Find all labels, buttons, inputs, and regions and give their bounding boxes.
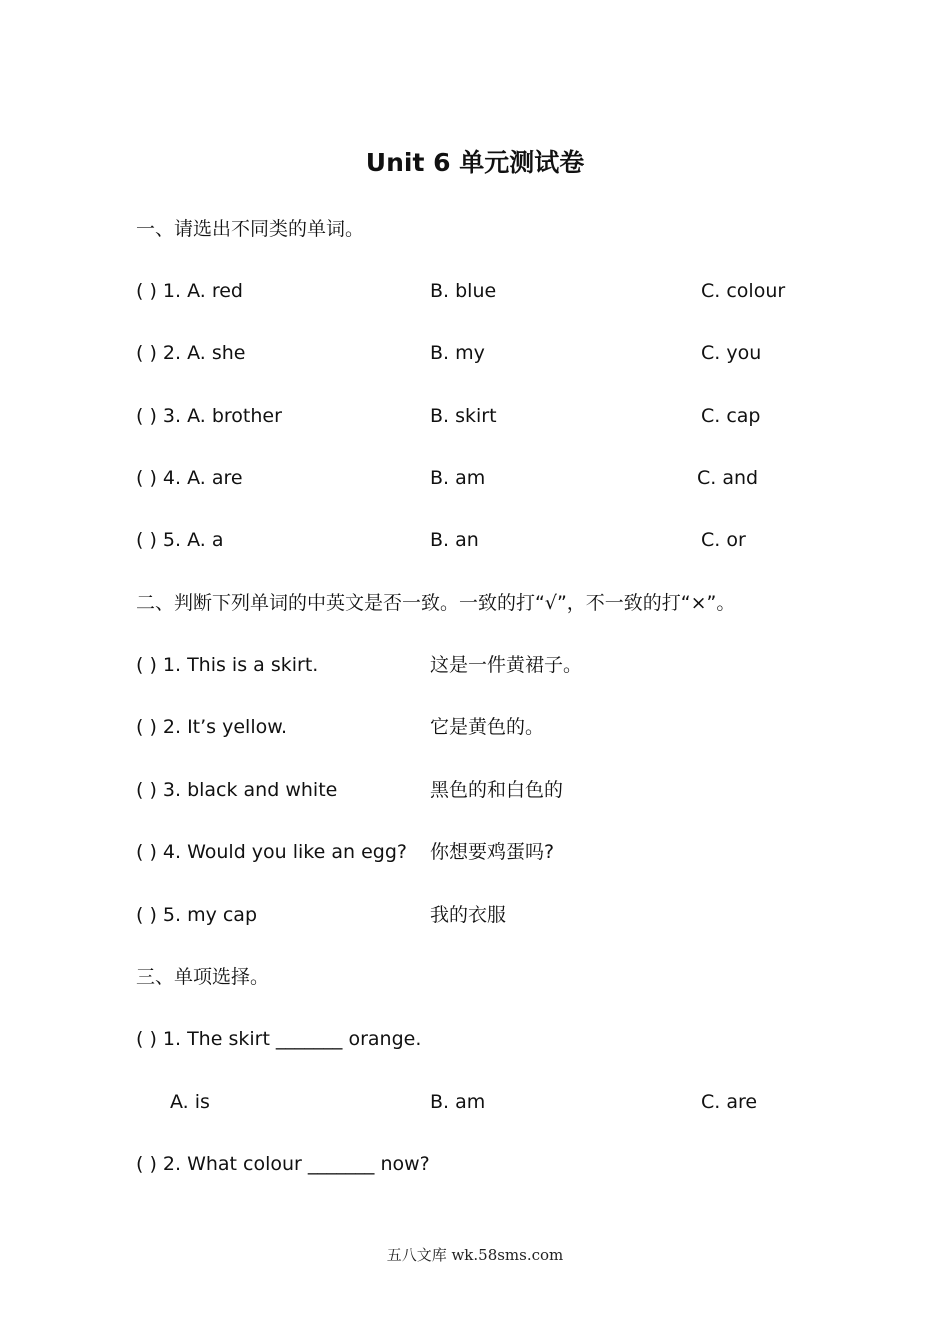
s2-q1-english: ( ) 1. This is a skirt.: [136, 654, 319, 676]
s2-q5-chinese: 我的衣服: [430, 904, 507, 926]
section3-heading: 三、单项选择。: [136, 966, 270, 988]
s2-q3-chinese: 黑色的和白色的: [430, 779, 564, 801]
s1-q4-option-b: B. am: [430, 467, 486, 489]
s1-q4-option-a: ( ) 4. A. are: [136, 467, 243, 489]
s1-q3-option-c: C. cap: [701, 405, 761, 427]
s1-q1-option-b: B. blue: [430, 280, 497, 302]
s2-q5-english: ( ) 5. my cap: [136, 904, 258, 926]
s3-q1-text: ( ) 1. The skirt _______ orange.: [136, 1028, 422, 1050]
s2-q4-english: ( ) 4. Would you like an egg?: [136, 841, 407, 863]
s2-q2-english: ( ) 2. It’s yellow.: [136, 716, 288, 738]
s1-q2-option-c: C. you: [701, 342, 762, 364]
s3-q1-option-c: C. are: [701, 1091, 758, 1113]
s1-q5-option-a: ( ) 5. A. a: [136, 529, 224, 551]
s2-q1-chinese: 这是一件黄裙子。: [430, 654, 583, 676]
s1-q2-option-b: B. my: [430, 342, 485, 364]
page-title: Unit 6 单元测试卷: [365, 148, 585, 177]
s1-q5-option-b: B. an: [430, 529, 479, 551]
s1-q3-option-b: B. skirt: [430, 405, 497, 427]
s1-q3-option-a: ( ) 3. A. brother: [136, 405, 282, 427]
s1-q2-option-a: ( ) 2. A. she: [136, 342, 246, 364]
s3-q1-option-a: A. is: [170, 1091, 210, 1113]
section1-heading: 一、请选出不同类的单词。: [136, 218, 365, 240]
s1-q5-option-c: C. or: [701, 529, 746, 551]
s1-q1-option-c: C. colour: [701, 280, 786, 302]
section2-heading: 二、判断下列单词的中英文是否一致。一致的打“√”，不一致的打“×”。: [136, 592, 736, 614]
s3-q2-text: ( ) 2. What colour _______ now?: [136, 1153, 430, 1175]
s3-q1-option-b: B. am: [430, 1091, 486, 1113]
footer-watermark: 五八文库 wk.58sms.com: [386, 1246, 564, 1264]
s2-q2-chinese: 它是黄色的。: [430, 716, 545, 738]
s2-q3-english: ( ) 3. black and white: [136, 779, 338, 801]
s1-q1-option-a: ( ) 1. A. red: [136, 280, 243, 302]
s2-q4-chinese: 你想要鸡蛋吗?: [430, 841, 555, 863]
s1-q4-option-c: C. and: [697, 467, 759, 489]
